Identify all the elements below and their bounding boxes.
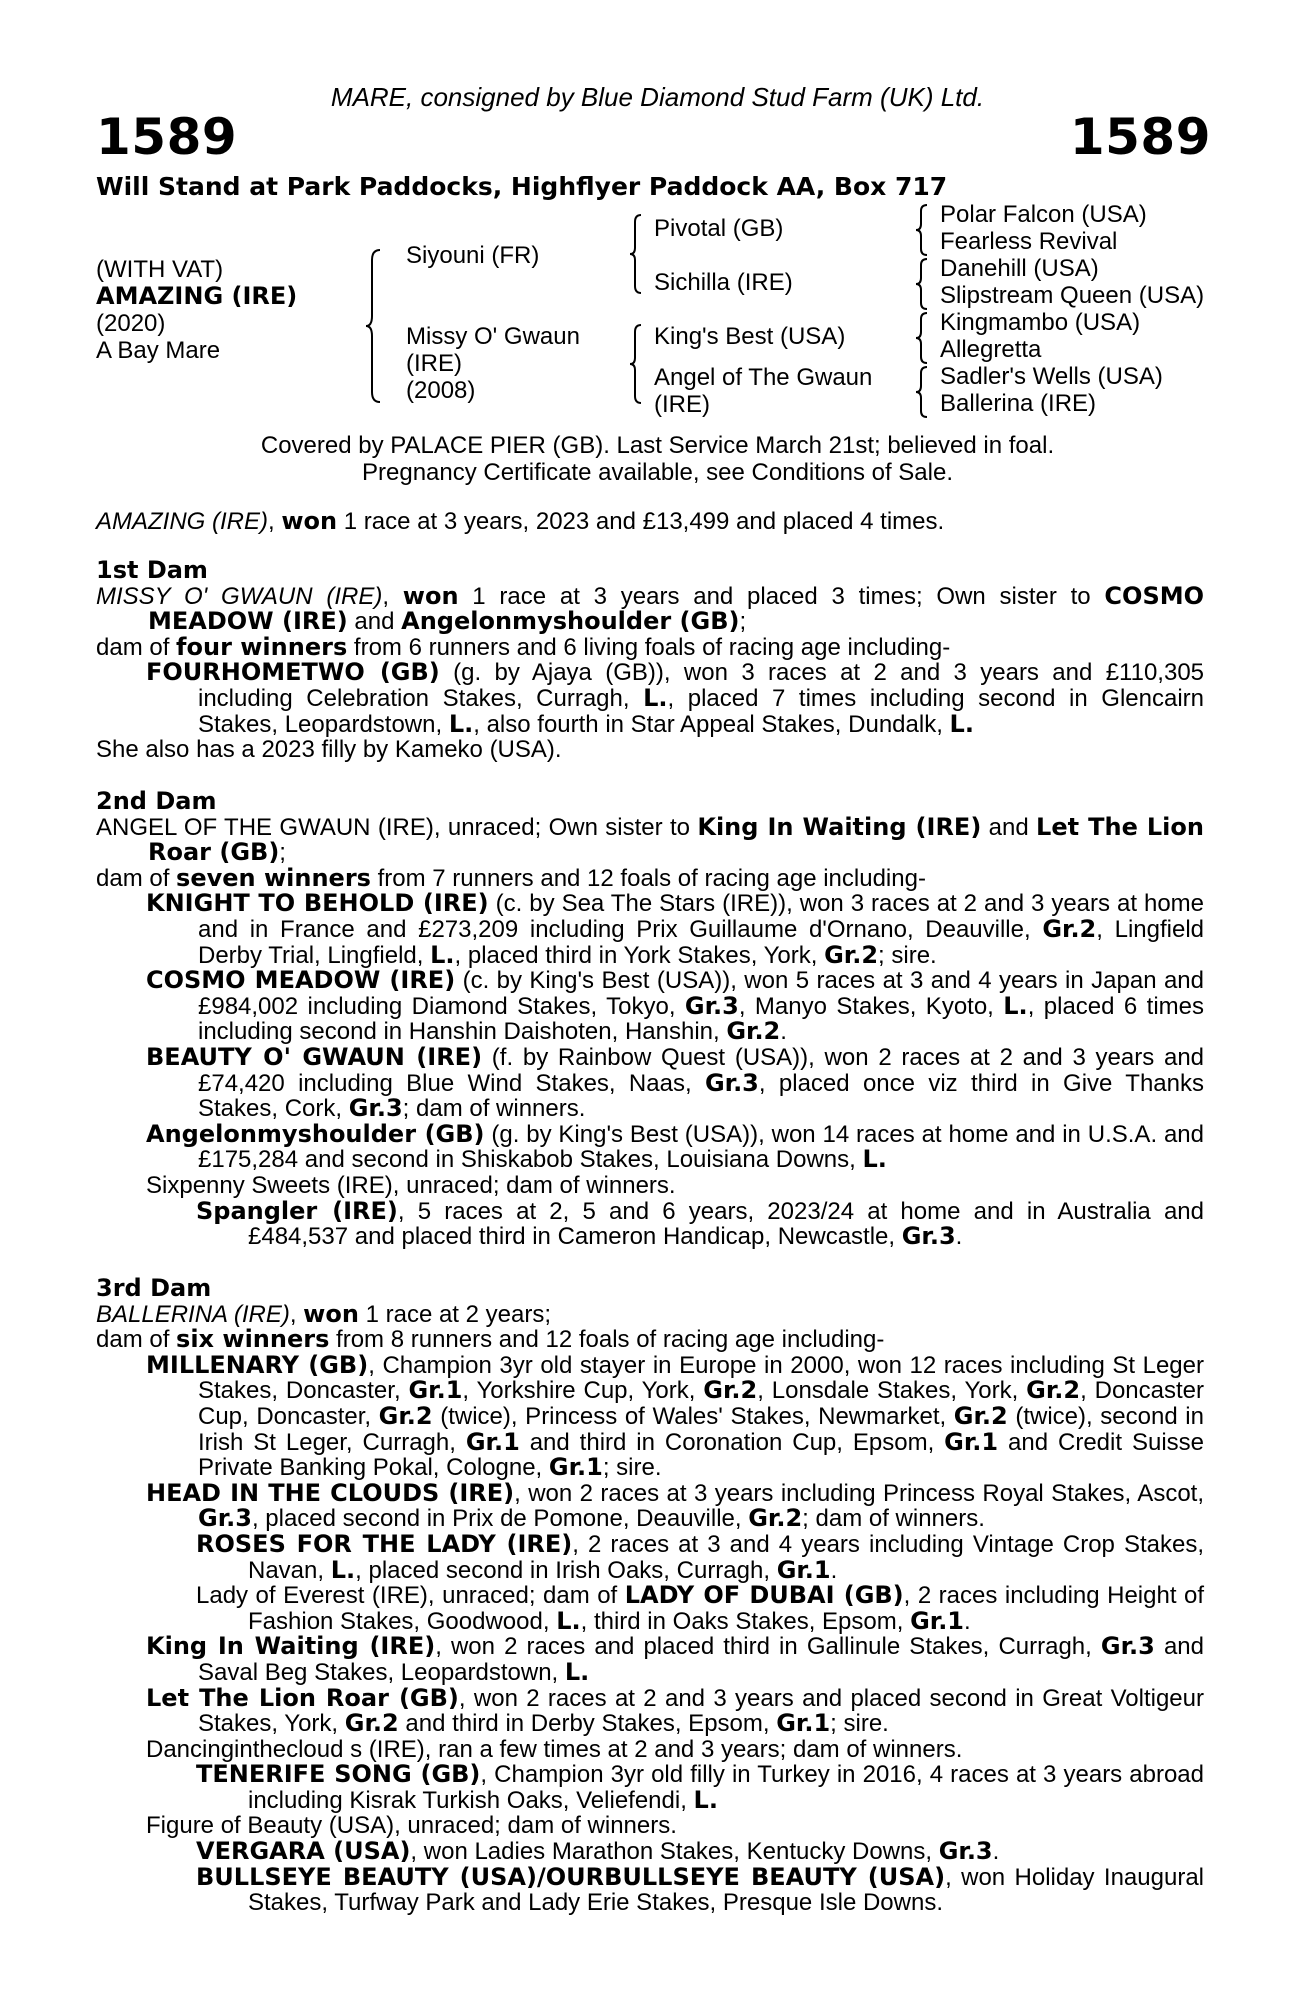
dam-year: (2008): [406, 377, 476, 404]
third-dam-foal-2: HEAD IN THE CLOUDS (IRE), won 2 races at 3 years including Princess Royal Stakes, Ascot, Gr.3, placed second in Prix de Pomone, Deauville, Gr.2; dam of winners.: [146, 1478, 1205, 1533]
brace-4b: [914, 256, 930, 312]
second-dam-foal-1: KNIGHT TO BEHOLD (IRE) (c. by Sea The Stars (IRE)), won 3 races at 2 and 3 years at home and in France and £273,209 including Prix Guillaume d'Ornano, Deauville, Gr.2, Lingfield Derby Trial, Lingfield, L., placed third in York Stakes, York, Gr.2; sire.: [146, 889, 1205, 969]
third-dam-foal-4: Let The Lion Roar (GB), won 2 races at 2 and 3 years and placed second in Great Voltigeur Stakes, York, Gr.2 and third in Derby Stakes, Epsom, Gr.1; sire.: [146, 1683, 1204, 1738]
second-dam-grandfoal-1: Spangler (IRE), 5 races at 2, 5 and 6 years, 2023/24 at home and in Australia and £484,537 and placed third in Cameron Handicap, Newcastle, Gr.3.: [196, 1196, 1204, 1251]
sire-sire: Pivotal (GB): [654, 215, 784, 242]
ancestor-sss: Polar Falcon (USA): [940, 201, 1147, 228]
third-dam-grandfoal-1: ROSES FOR THE LADY (IRE), 2 races at 3 and 4 years including Vintage Crop Stakes, Navan, L., placed second in Irish Oaks, Curragh, Gr.1.: [196, 1529, 1205, 1584]
brace-4d: [914, 364, 930, 420]
pedigree-brace-dam: [628, 322, 644, 406]
dam-name-country: (IRE): [406, 350, 462, 377]
ancestor-sdd: Slipstream Queen (USA): [940, 282, 1205, 309]
first-dam-foal-1: FOURHOMETWO (GB) (g. by Ajaya (GB)), won 3 races at 2 and 3 years and £110,305 including Celebration Stakes, Curragh, L., placed 7 times including second in Glencairn Stakes, Leopardstown, L., also fourth in Star Appeal Stakes, Dundalk, L.: [146, 658, 1205, 738]
second-dam-foal-4: Angelonmyshoulder (GB) (g. by King's Best (USA)), won 14 races at home and in U.S.A. and £175,284 and second in Shiskabob Stakes, Louisiana Downs, L.: [146, 1119, 1205, 1174]
third-dam-section: [96, 1276, 1204, 1916]
ancestor-sds: Danehill (USA): [940, 255, 1099, 282]
third-dam-grandfoal-4: VERGARA (USA), won Ladies Marathon Stakes, Kentucky Downs, Gr.3.: [196, 1837, 1000, 1866]
lot-number-right: 1589: [1069, 108, 1211, 166]
ancestor-ssd: Fearless Revival: [940, 228, 1118, 255]
third-dam-record: BALLERINA (IRE), won 1 race at 2 years;: [96, 1299, 552, 1328]
race-summary: [96, 509, 1204, 535]
third-dam-produce: dam of six winners from 8 runners and 12 foals of racing age including-: [96, 1325, 885, 1354]
dam-sire: King's Best (USA): [654, 323, 846, 350]
brace-4a: [914, 202, 930, 258]
consigner-line: MARE, consigned by Blue Diamond Stud Farm (UK) Ltd.: [330, 82, 985, 112]
third-dam-heading: 3rd Dam: [96, 1274, 212, 1302]
third-dam-foal-1: MILLENARY (GB), Champion 3yr old stayer in Europe in 2000, won 12 races including St Leger Stakes, Doncaster, Gr.1, Yorkshire Cup, York, Gr.2, Lonsdale Stakes, York, Gr.2, Doncaster Cup, Doncaster, Gr.2 (twice), Princess of Wales' Stakes, Newmarket, Gr.2 (twice), second in Irish St Leger, Curragh, Gr.1 and third in Coronation Cup, Epsom, Gr.1 and Credit Suisse Private Banking Pokal, Cologne, Gr.1; sire.: [146, 1350, 1204, 1482]
covering-line-2: Pregnancy Certificate available, see Conditions of Sale.: [362, 459, 953, 486]
third-dam-foal-3: King In Waiting (IRE), won 2 races and placed third in Gallinule Stakes, Curragh, Gr.3 and Saval Beg Stakes, Leopardstown, L.: [146, 1632, 1204, 1686]
sire-name: Siyouni (FR): [406, 242, 540, 269]
second-dam-foal-2: COSMO MEADOW (IRE) (c. by King's Best (USA)), won 5 races at 3 and 4 years in Japan and £984,002 including Diamond Stakes, Tokyo, Gr.3, Manyo Stakes, Kyoto, L., placed 6 times including second in Hanshin Daishoten, Hanshin, Gr.2.: [146, 966, 1204, 1046]
horse-name: AMAZING (IRE): [96, 282, 298, 310]
pedigree-brace-main: [364, 246, 384, 406]
third-dam-foal-6: Figure of Beauty (USA), unraced; dam of winners.: [146, 1812, 677, 1840]
covering-line-1: Covered by PALACE PIER (GB). Last Service March 21st; believed in foal.: [260, 432, 1055, 459]
lot-number-left: 1589: [96, 108, 238, 166]
third-dam-grandfoal-2: Lady of Everest (IRE), unraced; dam of LADY OF DUBAI (GB), 2 races including Height of Fashion Stakes, Goodwood, L., third in Oaks Stakes, Epsom, Gr.1.: [196, 1581, 1205, 1635]
stabling-location: Will Stand at Park Paddocks, Highflyer Paddock AA, Box 717: [96, 172, 948, 201]
ancestor-dds: Sadler's Wells (USA): [940, 363, 1163, 390]
second-dam-record: ANGEL OF THE GWAUN (IRE), unraced; Own sister to King In Waiting (IRE) and Let The Lion Roar (GB);: [96, 812, 1204, 867]
sire-dam: Sichilla (IRE): [654, 269, 793, 296]
dam-dam-country: (IRE): [654, 391, 710, 418]
dam-name: Missy O' Gwaun: [406, 323, 580, 350]
first-dam-record: MISSY O' GWAUN (IRE), won 1 race at 3 years and placed 3 times; Own sister to COSMO MEADOW (IRE) and Angelonmyshoulder (GB);: [96, 581, 1205, 636]
dam-dam: Angel of The Gwaun: [654, 364, 873, 391]
pedigree-brace-sire: [628, 212, 644, 296]
second-dam-section: [96, 789, 1204, 1250]
second-dam-foal-5: Sixpenny Sweets (IRE), unraced; dam of winners.: [146, 1171, 676, 1199]
first-dam-note: She also has a 2023 filly by Kameko (USA).: [96, 736, 562, 764]
summary-text: AMAZING (IRE), won 1 race at 3 years, 2023 and £13,499 and placed 4 times.: [96, 507, 945, 535]
third-dam-foal-5: Dancinginthecloud s (IRE), ran a few times at 2 and 3 years; dam of winners.: [146, 1735, 963, 1763]
horse-description: A Bay Mare: [96, 337, 221, 364]
covering-note: [0, 432, 1315, 486]
ancestor-dss: Kingmambo (USA): [940, 309, 1141, 336]
second-dam-produce: dam of seven winners from 7 runners and 12 foals of racing age including-: [96, 863, 926, 892]
first-dam-produce: dam of four winners from 6 runners and 6 living foals of racing age including-: [96, 632, 951, 661]
ancestor-dsd: Allegretta: [940, 336, 1042, 363]
first-dam-heading: 1st Dam: [96, 556, 208, 584]
third-dam-grandfoal-3: TENERIFE SONG (GB), Champion 3yr old filly in Turkey in 2016, 4 races at 3 years abroad including Kisrak Turkish Oaks, Veliefendi, L.: [196, 1760, 1205, 1814]
brace-4c: [914, 310, 930, 366]
first-dam-section: [96, 558, 1204, 763]
ancestor-ddd: Ballerina (IRE): [940, 390, 1097, 417]
third-dam-grandfoal-5: BULLSEYE BEAUTY (USA)/OURBULLSEYE BEAUTY (USA), won Holiday Inaugural Stakes, Turfway Park and Lady Erie Stakes, Presque Isle Downs.: [196, 1862, 1204, 1917]
horse-year: (2020): [96, 310, 166, 337]
vat-note: (WITH VAT): [96, 256, 224, 283]
second-dam-heading: 2nd Dam: [96, 787, 217, 815]
second-dam-foal-3: BEAUTY O' GWAUN (IRE) (f. by Rainbow Quest (USA)), won 2 races at 2 and 3 years and £74,420 including Blue Wind Stakes, Naas, Gr.3, placed once viz third in Give Thanks Stakes, Cork, Gr.3; dam of winners.: [146, 1042, 1205, 1123]
